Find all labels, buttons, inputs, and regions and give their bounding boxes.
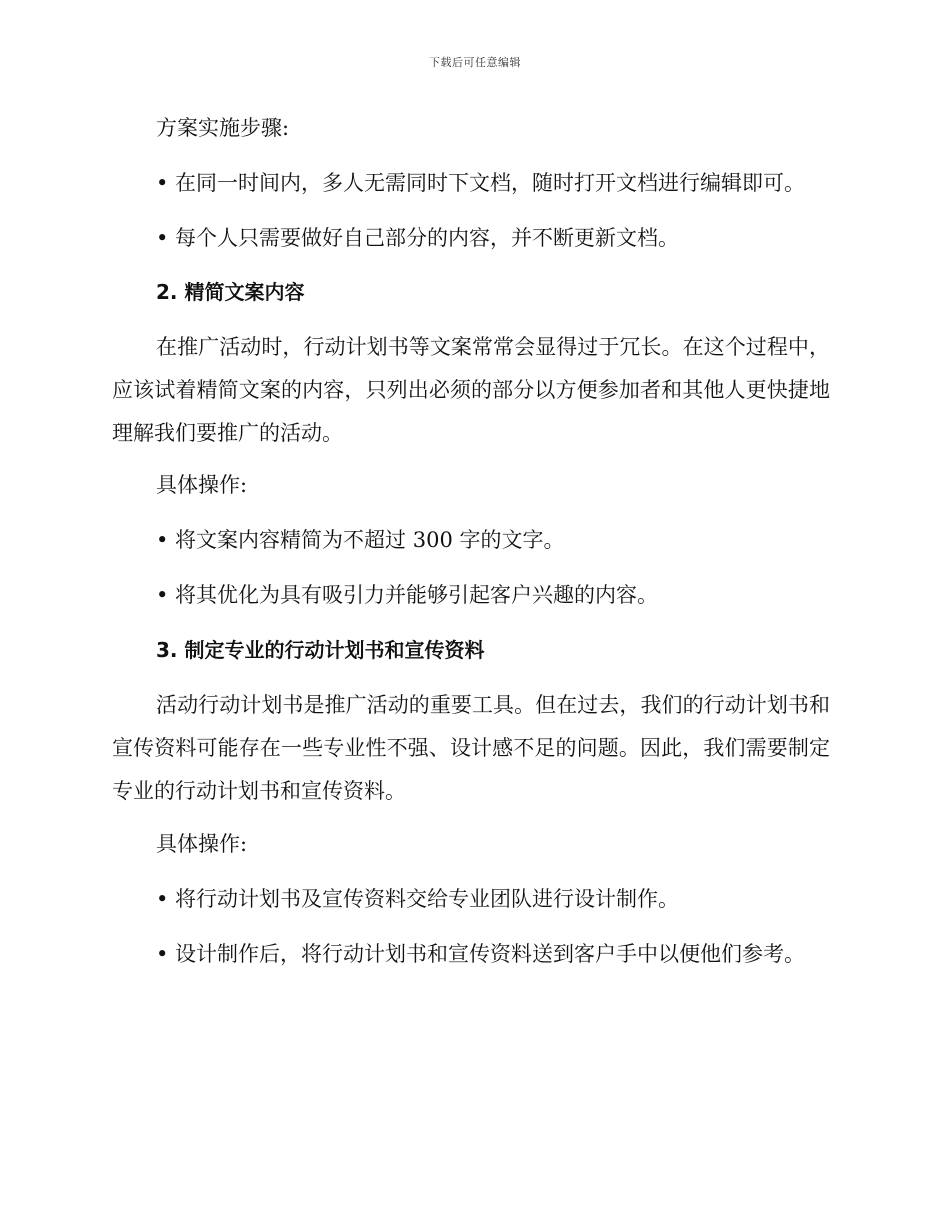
list-item: • 将行动计划书及宣传资料交给专业团队进行设计制作。 [156,887,680,911]
operations-label: 具体操作: [156,473,248,497]
list-item: • 在同一时间内，多人无需同时下文档，随时打开文档进行编辑即可。 [156,171,806,195]
body-paragraph: 活动行动计划书是推广活动的重要工具。但在过去，我们的行动计划书和宣传资料可能存在一些专业性不强、设计感不足的问题。因此，我们需要制定专业的行动计划书和宣传资料。 [112,693,830,803]
list-item: • 每个人只需要做好自己部分的内容，并不断更新文档。 [156,226,680,250]
header-note: 下载后可任意编辑 [429,56,521,69]
body-paragraph: 在推广活动时，行动计划书等文案常常会显得过于冗长。在这个过程中，应该试着精简文案的内容，只列出必须的部分以方便参加者和其他人更快捷地理解我们要推广的活动。 [112,335,830,445]
steps-label: 方案实施步骤: [156,116,290,140]
list-item: • 设计制作后，将行动计划书和宣传资料送到客户手中以便他们参考。 [156,942,806,966]
list-item: • 将其优化为具有吸引力并能够引起客户兴趣的内容。 [156,583,659,607]
section-heading: 3. 制定专业的行动计划书和宣传资料 [156,638,485,662]
list-item: • 将文案内容精简为不超过 300 字的文字。 [156,528,565,552]
section-heading: 2. 精简文案内容 [156,280,305,304]
operations-label: 具体操作: [156,832,248,856]
